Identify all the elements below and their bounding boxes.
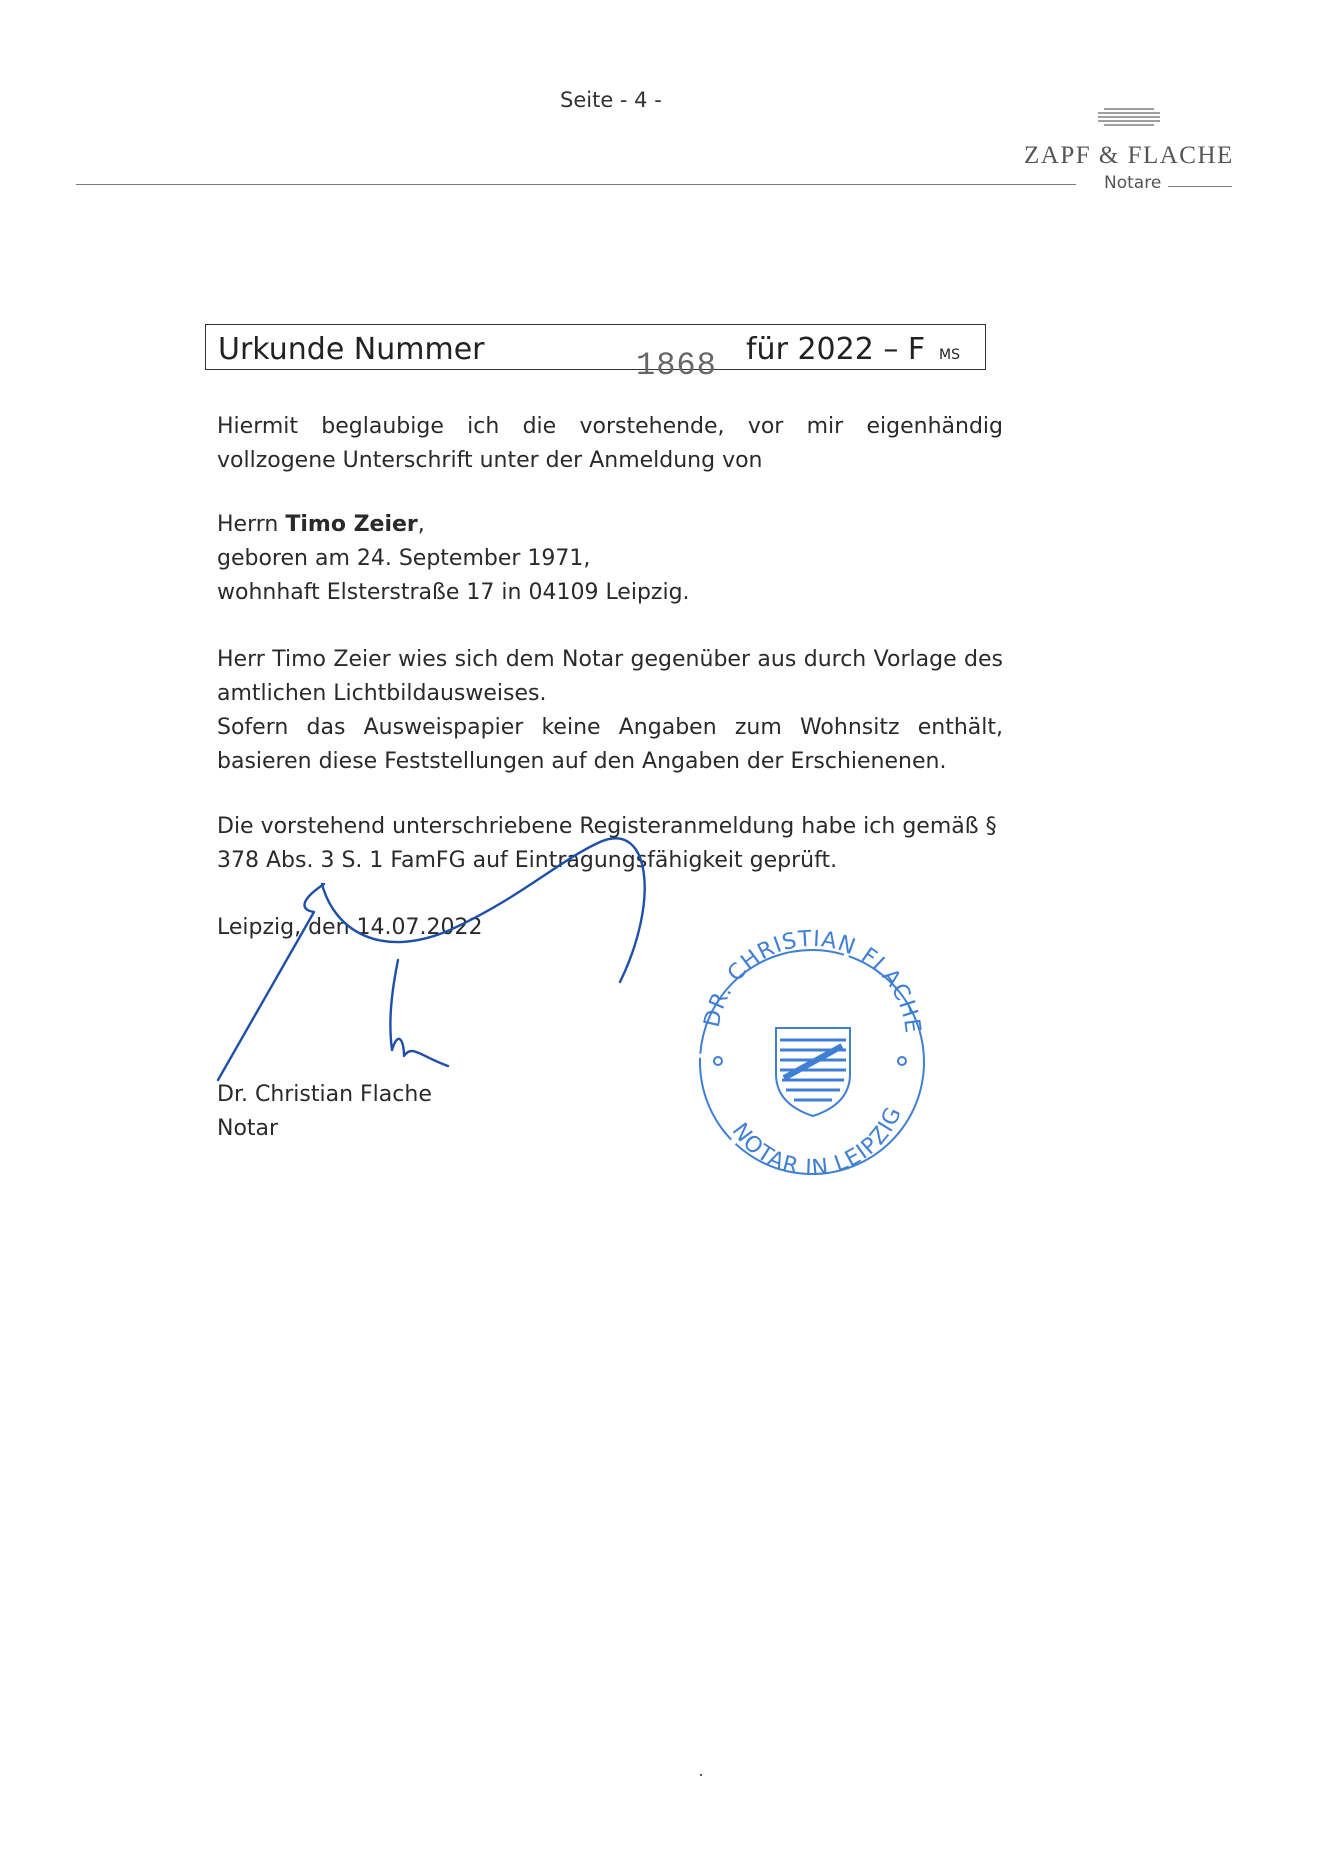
place-date: Leipzig, den 14.07.2022 <box>217 915 483 940</box>
deed-suffix: MS <box>939 347 960 363</box>
deed-year: für 2022 – F <box>746 332 926 367</box>
certification-paragraph: Hiermit beglaubige ich die vorstehende, vor mir eigenhändig vollzogene Unterschrift unter der Anmeldung von <box>217 414 1003 473</box>
signature-block <box>217 1078 1003 1146</box>
person-birth: geboren am 24. September 1971, <box>217 546 591 571</box>
identification-text: Herr Timo Zeier wies sich dem Notar gegenüber aus durch Vorlage des amtlichen Lichtbildausweises. <box>217 647 1003 706</box>
firm-subtitle: Notare <box>1098 173 1167 193</box>
header-divider-right <box>1168 186 1232 187</box>
seal-bottom-text: NOTAR IN LEIPZIG <box>726 1102 908 1182</box>
person-name-punct: , <box>417 512 425 537</box>
register-check-paragraph: Die vorstehend unterschriebene Registeranmeldung habe ich gemäß § 378 Abs. 3 S. 1 FamFG auf Eintragungsfähigkeit geprüft. <box>217 814 997 873</box>
deed-number-stamp: 1868 <box>636 347 717 384</box>
residence-note: Sofern das Ausweispapier keine Angaben zum Wohnsitz enthält, basieren diese Feststellungen auf den Angaben der Erschienenen. <box>217 715 1003 774</box>
firm-logo-icon <box>1098 107 1160 129</box>
deed-number-box <box>205 324 986 384</box>
header-divider <box>76 184 1076 185</box>
firm-name: ZAPF & FLACHE <box>1024 142 1234 169</box>
page-number: Seite - 4 - <box>560 88 662 112</box>
person-salutation: Herrn <box>217 512 279 537</box>
person-name: Timo Zeier <box>285 512 418 537</box>
identification-paragraph <box>217 643 1003 779</box>
notary-title: Notar <box>217 1116 279 1141</box>
person-name-line <box>217 508 1003 542</box>
deed-label: Urkunde Nummer <box>218 332 485 367</box>
person-block <box>217 508 1003 610</box>
seal-top-text: DR. CHRISTIAN FLACHE <box>699 926 925 1036</box>
notary-name: Dr. Christian Flache <box>217 1082 432 1107</box>
person-address: wohnhaft Elsterstraße 17 in 04109 Leipzig. <box>217 580 690 605</box>
bottom-dot <box>700 1774 702 1776</box>
